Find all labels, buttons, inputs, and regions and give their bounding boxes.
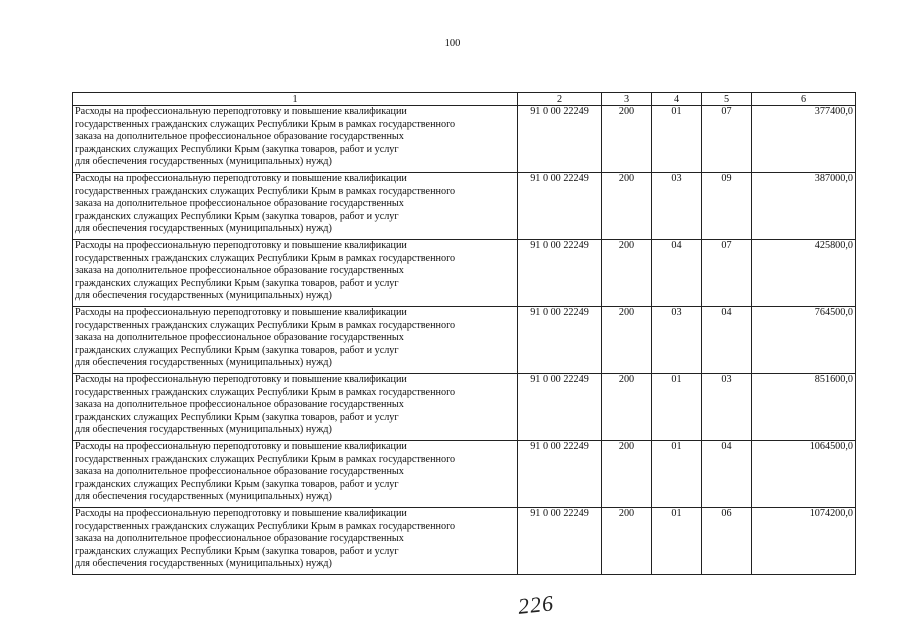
table-row [73, 374, 856, 441]
row-subsection: 09 [702, 173, 752, 240]
column-header-1: 1 [73, 93, 518, 106]
row-amount: 764500,0 [752, 307, 856, 374]
row-target-code: 91 0 00 22249 [518, 307, 602, 374]
row-description: Расходы на профессиональную переподготовку и повышение квалификации государственных гражданских служащих Республики Крым в рамках государственного заказа на дополнительное профессиональное образование государственных гражданских служащих Республики Крым (закупка товаров, работ и услуг для обеспечения государственных (муниципальных) нужд) [73, 508, 518, 575]
handwritten-page-number: 226 [516, 590, 556, 619]
row-section: 01 [652, 106, 702, 173]
row-section: 03 [652, 173, 702, 240]
row-subsection: 04 [702, 441, 752, 508]
table-row [73, 307, 856, 374]
row-description: Расходы на профессиональную переподготовку и повышение квалификации государственных гражданских служащих Республики Крым в рамках государственного заказа на дополнительное профессиональное образование государственных гражданских служащих Республики Крым (закупка товаров, работ и услуг для обеспечения государственных (муниципальных) нужд) [73, 307, 518, 374]
row-expense-type: 200 [602, 106, 652, 173]
table-row [73, 173, 856, 240]
row-amount: 851600,0 [752, 374, 856, 441]
row-amount: 387000,0 [752, 173, 856, 240]
row-expense-type: 200 [602, 508, 652, 575]
row-description: Расходы на профессиональную переподготовку и повышение квалификации государственных гражданских служащих Республики Крым в рамках государственного заказа на дополнительное профессиональное образование государственных гражданских служащих Республики Крым (закупка товаров, работ и услуг для обеспечения государственных (муниципальных) нужд) [73, 441, 518, 508]
row-target-code: 91 0 00 22249 [518, 106, 602, 173]
table-row [73, 240, 856, 307]
row-subsection: 06 [702, 508, 752, 575]
budget-table [72, 92, 856, 575]
row-target-code: 91 0 00 22249 [518, 173, 602, 240]
row-section: 01 [652, 441, 702, 508]
row-expense-type: 200 [602, 240, 652, 307]
row-section: 04 [652, 240, 702, 307]
row-expense-type: 200 [602, 441, 652, 508]
page-number: 100 [444, 38, 461, 49]
row-description: Расходы на профессиональную переподготовку и повышение квалификации государственных гражданских служащих Республики Крым в рамках государственного заказа на дополнительное профессиональное образование государственных гражданских служащих Республики Крым (закупка товаров, работ и услуг для обеспечения государственных (муниципальных) нужд) [73, 106, 518, 173]
row-amount: 425800,0 [752, 240, 856, 307]
row-description: Расходы на профессиональную переподготовку и повышение квалификации государственных гражданских служащих Республики Крым в рамках государственного заказа на дополнительное профессиональное образование государственных гражданских служащих Республики Крым (закупка товаров, работ и услуг для обеспечения государственных (муниципальных) нужд) [73, 374, 518, 441]
row-description: Расходы на профессиональную переподготовку и повышение квалификации государственных гражданских служащих Республики Крым в рамках государственного заказа на дополнительное профессиональное образование государственных гражданских служащих Республики Крым (закупка товаров, работ и услуг для обеспечения государственных (муниципальных) нужд) [73, 173, 518, 240]
column-header-3: 3 [602, 93, 652, 106]
row-amount: 377400,0 [752, 106, 856, 173]
row-amount: 1074200,0 [752, 508, 856, 575]
row-subsection: 07 [702, 240, 752, 307]
column-header-5: 5 [702, 93, 752, 106]
row-section: 01 [652, 508, 702, 575]
table-row [73, 508, 856, 575]
row-expense-type: 200 [602, 307, 652, 374]
row-expense-type: 200 [602, 173, 652, 240]
row-section: 01 [652, 374, 702, 441]
table-header-row [73, 93, 856, 106]
table-row [73, 441, 856, 508]
row-target-code: 91 0 00 22249 [518, 240, 602, 307]
row-subsection: 07 [702, 106, 752, 173]
row-target-code: 91 0 00 22249 [518, 508, 602, 575]
row-section: 03 [652, 307, 702, 374]
column-header-6: 6 [752, 93, 856, 106]
row-target-code: 91 0 00 22249 [518, 441, 602, 508]
column-header-2: 2 [518, 93, 602, 106]
row-description: Расходы на профессиональную переподготовку и повышение квалификации государственных гражданских служащих Республики Крым в рамках государственного заказа на дополнительное профессиональное образование государственных гражданских служащих Республики Крым (закупка товаров, работ и услуг для обеспечения государственных (муниципальных) нужд) [73, 240, 518, 307]
row-target-code: 91 0 00 22249 [518, 374, 602, 441]
row-subsection: 04 [702, 307, 752, 374]
row-subsection: 03 [702, 374, 752, 441]
row-expense-type: 200 [602, 374, 652, 441]
table-row [73, 106, 856, 173]
column-header-4: 4 [652, 93, 702, 106]
row-amount: 1064500,0 [752, 441, 856, 508]
